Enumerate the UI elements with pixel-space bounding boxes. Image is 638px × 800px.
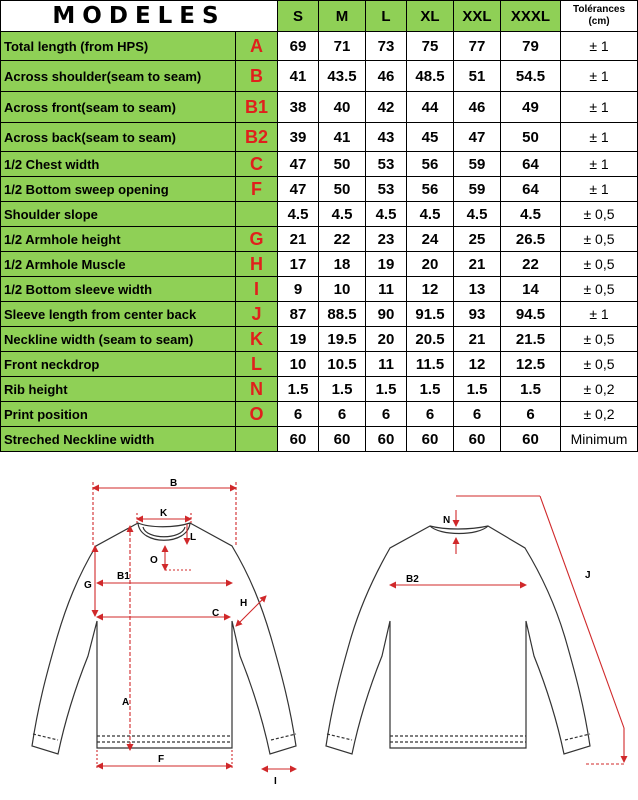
- size-value: 48.5: [407, 61, 454, 92]
- table-row: [1, 123, 638, 152]
- measurement-code: G: [236, 227, 278, 252]
- size-value: 26.5: [501, 227, 561, 252]
- size-value: 4.5: [454, 202, 501, 227]
- tolerance-value: ± 1: [561, 123, 638, 152]
- size-value: 59: [454, 152, 501, 177]
- measurement-code: B2: [236, 123, 278, 152]
- tolerance-value: ± 1: [561, 92, 638, 123]
- table-row: [1, 152, 638, 177]
- tolerance-value: ± 0,5: [561, 227, 638, 252]
- diagram-label-b1: B1: [117, 571, 130, 582]
- measurement-code: O: [236, 402, 278, 427]
- table-row: [1, 427, 638, 452]
- measurement-name: Front neckdrop: [1, 352, 236, 377]
- tolerance-header-unit: (cm): [588, 16, 610, 27]
- size-value: 4.5: [501, 202, 561, 227]
- size-value: 12: [407, 277, 454, 302]
- size-value: 64: [501, 177, 561, 202]
- measurement-code: L: [236, 352, 278, 377]
- table-row: [1, 61, 638, 92]
- size-value: 13: [454, 277, 501, 302]
- table-row: [1, 352, 638, 377]
- size-value: 90: [366, 302, 407, 327]
- measurement-name: Shoulder slope: [1, 202, 236, 227]
- size-value: 1.5: [278, 377, 319, 402]
- table-row: [1, 32, 638, 61]
- tolerance-value: ± 0,5: [561, 252, 638, 277]
- tolerance-value: ± 0,2: [561, 377, 638, 402]
- size-value: 1.5: [454, 377, 501, 402]
- table-row: [1, 377, 638, 402]
- garment-measurement-diagram: [0, 466, 638, 800]
- size-value: 21: [278, 227, 319, 252]
- measurement-code: [236, 427, 278, 452]
- size-value: 59: [454, 177, 501, 202]
- measurement-name: 1/2 Bottom sweep opening: [1, 177, 236, 202]
- measurement-code: [236, 202, 278, 227]
- size-value: 91.5: [407, 302, 454, 327]
- measurement-code: H: [236, 252, 278, 277]
- size-value: 45: [407, 123, 454, 152]
- tolerance-value: ± 1: [561, 177, 638, 202]
- size-value: 47: [454, 123, 501, 152]
- size-header: L: [366, 1, 407, 32]
- size-value: 4.5: [319, 202, 366, 227]
- tolerance-value: ± 1: [561, 61, 638, 92]
- size-value: 1.5: [366, 377, 407, 402]
- tolerance-header-line: Tolérances: [572, 4, 626, 15]
- size-value: 11.5: [407, 352, 454, 377]
- size-value: 9: [278, 277, 319, 302]
- size-value: 12: [454, 352, 501, 377]
- size-value: 56: [407, 177, 454, 202]
- diagram-label-j: J: [585, 570, 591, 581]
- size-value: 11: [366, 277, 407, 302]
- size-value: 19.5: [319, 327, 366, 352]
- size-value: 6: [501, 402, 561, 427]
- size-header: XL: [407, 1, 454, 32]
- size-value: 1.5: [319, 377, 366, 402]
- table-row: [1, 402, 638, 427]
- diagram-label-g: G: [84, 580, 92, 591]
- measurement-name: Rib height: [1, 377, 236, 402]
- measurement-name: 1/2 Chest width: [1, 152, 236, 177]
- size-value: 60: [278, 427, 319, 452]
- size-value: 20: [407, 252, 454, 277]
- size-value: 93: [454, 302, 501, 327]
- size-value: 53: [366, 177, 407, 202]
- measurement-code: A: [236, 32, 278, 61]
- size-value: 60: [501, 427, 561, 452]
- size-value: 21.5: [501, 327, 561, 352]
- diagram-label-i: I: [274, 776, 277, 787]
- size-value: 10: [319, 277, 366, 302]
- size-value: 46: [366, 61, 407, 92]
- measurement-name: Across back(seam to seam): [1, 123, 236, 152]
- size-value: 75: [407, 32, 454, 61]
- size-header: S: [278, 1, 319, 32]
- size-value: 71: [319, 32, 366, 61]
- size-value: 73: [366, 32, 407, 61]
- diagram-label-f: F: [158, 754, 165, 765]
- table-row: [1, 252, 638, 277]
- size-value: 1.5: [407, 377, 454, 402]
- table-row: [1, 277, 638, 302]
- size-value: 60: [407, 427, 454, 452]
- size-value: 11: [366, 352, 407, 377]
- size-value: 51: [454, 61, 501, 92]
- diagram-label-l: L: [190, 532, 197, 543]
- diagram-label-b: B: [170, 478, 178, 489]
- size-value: 6: [278, 402, 319, 427]
- size-value: 41: [278, 61, 319, 92]
- size-value: 87: [278, 302, 319, 327]
- measurement-code: C: [236, 152, 278, 177]
- size-value: 4.5: [407, 202, 454, 227]
- measurement-code: B1: [236, 92, 278, 123]
- size-value: 40: [319, 92, 366, 123]
- measurement-code: B: [236, 61, 278, 92]
- size-value: 6: [407, 402, 454, 427]
- table-row: [1, 302, 638, 327]
- table-row: [1, 327, 638, 352]
- measurement-name: 1/2 Armhole height: [1, 227, 236, 252]
- tolerance-value: Minimum: [561, 427, 638, 452]
- size-value: 39: [278, 123, 319, 152]
- diagram-label-a: A: [122, 697, 130, 708]
- measurement-name: Print position: [1, 402, 236, 427]
- size-value: 77: [454, 32, 501, 61]
- size-value: 54.5: [501, 61, 561, 92]
- table-row: [1, 92, 638, 123]
- size-value: 38: [278, 92, 319, 123]
- size-header: XXXL: [501, 1, 561, 32]
- size-value: 46: [454, 92, 501, 123]
- size-value: 22: [319, 227, 366, 252]
- size-value: 14: [501, 277, 561, 302]
- size-value: 22: [501, 252, 561, 277]
- tolerance-value: ± 0,2: [561, 402, 638, 427]
- size-value: 10.5: [319, 352, 366, 377]
- size-value: 6: [454, 402, 501, 427]
- front-sweater-outline: [32, 523, 296, 754]
- size-value: 20: [366, 327, 407, 352]
- size-value: 60: [319, 427, 366, 452]
- size-value: 56: [407, 152, 454, 177]
- table-row: [1, 177, 638, 202]
- size-value: 1.5: [501, 377, 561, 402]
- tolerance-header: [561, 1, 638, 32]
- size-value: 47: [278, 177, 319, 202]
- measurement-name: 1/2 Armhole Muscle: [1, 252, 236, 277]
- measurement-code: J: [236, 302, 278, 327]
- size-value: 79: [501, 32, 561, 61]
- tolerance-value: ± 0,5: [561, 352, 638, 377]
- size-value: 42: [366, 92, 407, 123]
- size-value: 69: [278, 32, 319, 61]
- size-value: 23: [366, 227, 407, 252]
- measurement-name: Sleeve length from center back: [1, 302, 236, 327]
- diagram-label-b2: B2: [406, 574, 419, 585]
- size-value: 19: [278, 327, 319, 352]
- diagram-label-k: K: [160, 508, 168, 519]
- measurement-name: Across front(seam to seam): [1, 92, 236, 123]
- size-value: 53: [366, 152, 407, 177]
- tolerance-value: ± 1: [561, 302, 638, 327]
- size-value: 47: [278, 152, 319, 177]
- measurement-code: K: [236, 327, 278, 352]
- size-value: 94.5: [501, 302, 561, 327]
- size-value: 21: [454, 252, 501, 277]
- size-value: 12.5: [501, 352, 561, 377]
- measurement-name: Streched Neckline width: [1, 427, 236, 452]
- size-value: 50: [319, 177, 366, 202]
- size-header: M: [319, 1, 366, 32]
- tolerance-value: ± 0,5: [561, 327, 638, 352]
- back-sweater-outline: [326, 526, 590, 754]
- table-row: [1, 202, 638, 227]
- size-value: 43: [366, 123, 407, 152]
- diagram-label-c: C: [212, 608, 220, 619]
- size-value: 88.5: [319, 302, 366, 327]
- size-value: 4.5: [366, 202, 407, 227]
- size-value: 44: [407, 92, 454, 123]
- back-measurement-lines: [390, 496, 626, 764]
- size-value: 41: [319, 123, 366, 152]
- size-value: 18: [319, 252, 366, 277]
- size-value: 24: [407, 227, 454, 252]
- measurement-name: Neckline width (seam to seam): [1, 327, 236, 352]
- measurement-name: 1/2 Bottom sleeve width: [1, 277, 236, 302]
- size-value: 60: [454, 427, 501, 452]
- measurement-name: Total length (from HPS): [1, 32, 236, 61]
- size-value: 10: [278, 352, 319, 377]
- size-value: 6: [319, 402, 366, 427]
- table-row: [1, 227, 638, 252]
- measurement-code: F: [236, 177, 278, 202]
- size-value: 21: [454, 327, 501, 352]
- tolerance-value: ± 0,5: [561, 277, 638, 302]
- size-value: 49: [501, 92, 561, 123]
- size-value: 50: [501, 123, 561, 152]
- size-value: 4.5: [278, 202, 319, 227]
- size-value: 6: [366, 402, 407, 427]
- size-value: 25: [454, 227, 501, 252]
- tolerance-value: ± 0,5: [561, 202, 638, 227]
- size-value: 43.5: [319, 61, 366, 92]
- size-value: 19: [366, 252, 407, 277]
- tolerance-value: ± 1: [561, 32, 638, 61]
- size-header: XXL: [454, 1, 501, 32]
- measurement-code: N: [236, 377, 278, 402]
- diagram-label-o: O: [150, 555, 158, 566]
- tolerance-value: ± 1: [561, 152, 638, 177]
- size-value: 64: [501, 152, 561, 177]
- chart-title: MODELES: [1, 1, 278, 32]
- size-value: 20.5: [407, 327, 454, 352]
- measurement-code: I: [236, 277, 278, 302]
- measurement-name: Across shoulder(seam to seam): [1, 61, 236, 92]
- size-value: 17: [278, 252, 319, 277]
- diagram-label-n: N: [443, 515, 451, 526]
- size-value: 50: [319, 152, 366, 177]
- size-value: 60: [366, 427, 407, 452]
- diagram-label-h: H: [240, 598, 248, 609]
